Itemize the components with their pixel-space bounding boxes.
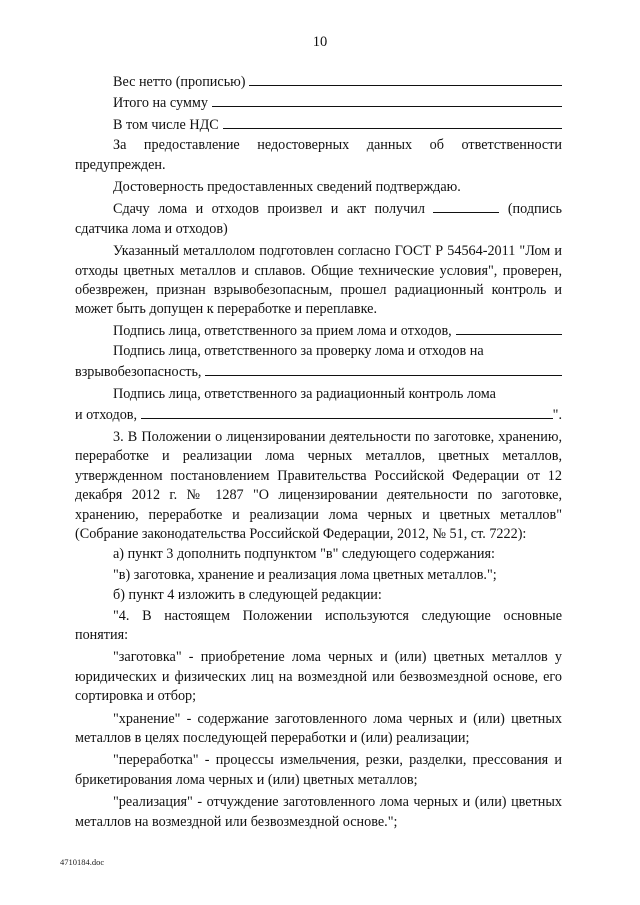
sign-explosion-line1: Подпись лица, ответственного за проверку лома и отходов на <box>113 343 484 360</box>
net-weight-blank-line <box>249 72 562 86</box>
sign-explosion-label: взрывобезопасность, <box>75 363 202 380</box>
vat-label: В том числе НДС <box>113 116 219 133</box>
sign-explosion-line2 <box>75 362 562 382</box>
vat-field <box>75 115 562 135</box>
paragraph-handover <box>75 200 562 239</box>
sign-radiation-blank-line <box>141 405 553 419</box>
document-body <box>75 72 562 832</box>
paragraph-sub-a: а) пункт 3 дополнить подпунктом "в" следующего содержания: <box>113 546 495 563</box>
paragraph-confirm: Достоверность предоставленных сведений подтверждаю. <box>113 179 461 196</box>
paragraph-item-4: "4. В настоящем Положении используются следующие основные понятия: <box>75 607 562 643</box>
vat-blank-line <box>223 115 562 129</box>
sign-radiation-closing: ". <box>552 406 562 423</box>
sign-radiation-label: и отходов, <box>75 406 138 423</box>
total-sum-field <box>75 93 562 113</box>
sign-accept-label: Подпись лица, ответственного за прием лома и отходов, <box>113 322 452 339</box>
paragraph-sub-v: "в) заготовка, хранение и реализация лома цветных металлов."; <box>113 566 497 583</box>
paragraph-gost: Указанный металлолом подготовлен согласно ГОСТ Р 54564-2011 "Лом и отходы цветных металлов и сплавов. Общие технические условия", проверен, обезврежен, признан взрывобезопасным, прошел радиационный контроль и может быть допущен к переработке и переплавке. <box>75 243 562 318</box>
net-weight-label: Вес нетто (прописью) <box>113 74 246 90</box>
paragraph-warned: За предоставление недостоверных данных об ответственности предупрежден. <box>75 137 562 173</box>
definition-hranenie: "хранение" - содержание заготовленного лома черных и (или) цветных металлов в целях последующей переработки и (или) реализации; <box>75 710 562 746</box>
total-sum-blank-line <box>212 93 562 107</box>
handover-signature-blank <box>433 200 499 213</box>
page-number: 10 <box>312 34 328 50</box>
definition-realizaciya: "реализация" - отчуждение заготовленного лома черных и (или) цветных металлов на возмездной или безвозмездной основе."; <box>75 794 562 830</box>
definition-pererabotka: "переработка" - процессы измельчения, резки, разделки, прессования и брикетирования лома черных и (или) цветных металлов; <box>75 752 562 788</box>
definition-zagotovka: "заготовка" - приобретение лома черных и (или) цветных металлов у юридических и физических лиц на возмездной или безвозмездной основе, его сортировка и отбор; <box>75 649 562 705</box>
sign-radiation-line1: Подпись лица, ответственного за радиационный контроль лома <box>113 386 496 403</box>
paragraph-item-3: 3. В Положении о лицензировании деятельности по заготовке, хранению, переработке и реализации лома черных металлов, цветных металлов, утвержденном постановлением Правительства Российской Федерации от 12 декабря 2012 г. № 1287 "О лицензировании деятельности по заготовке, хранению, переработке и реализации лома черных и цветных металлов" (Собрание законодательства Российской Федерации, 2012, № 51, ст. 7222): <box>75 428 562 542</box>
sign-accept-blank-line <box>456 321 562 335</box>
handover-text: Сдачу лома и отходов произвел и акт получил <box>113 201 425 218</box>
net-weight-field <box>75 72 562 92</box>
total-sum-label: Итого на сумму <box>113 95 208 112</box>
sign-explosion-blank-line <box>205 362 562 376</box>
sign-accept-field <box>75 321 562 341</box>
document-file-code: 4710184.doc <box>60 857 105 867</box>
handover-caption: (подпись сдатчика лома и отходов) <box>75 201 563 237</box>
paragraph-sub-b: б) пункт 4 изложить в следующей редакции: <box>113 587 382 604</box>
sign-radiation-line2 <box>75 405 562 425</box>
